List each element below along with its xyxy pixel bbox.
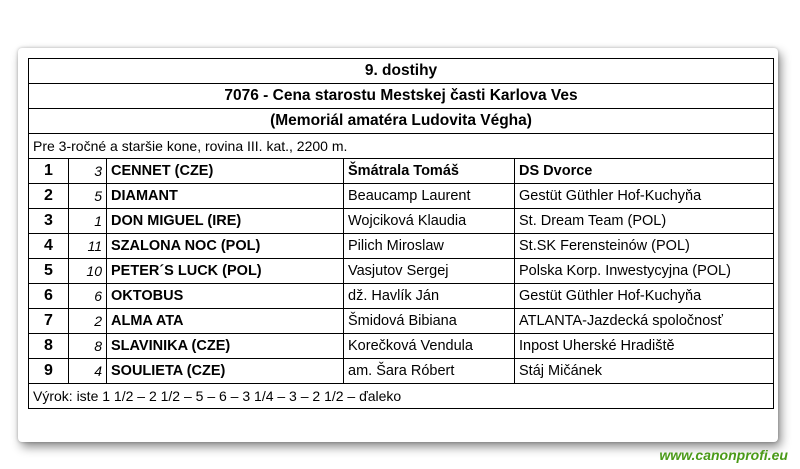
number-cell: 11	[69, 234, 107, 259]
result-row	[29, 334, 774, 359]
race-subtitle: (Memoriál amatéra Ludovita Végha)	[29, 109, 774, 134]
result-row	[29, 234, 774, 259]
race-title-row	[29, 84, 774, 109]
place-cell: 3	[29, 209, 69, 234]
place-cell: 8	[29, 334, 69, 359]
number-cell: 4	[69, 359, 107, 384]
race-subtitle-row	[29, 109, 774, 134]
place-cell: 7	[29, 309, 69, 334]
result-row	[29, 184, 774, 209]
number-cell: 3	[69, 159, 107, 184]
number-cell: 10	[69, 259, 107, 284]
jockey-cell: am. Šara Róbert	[344, 359, 515, 384]
horse-cell: OKTOBUS	[107, 284, 344, 309]
watermark: www.canonprofi.eu	[659, 447, 788, 463]
verdict: Výrok: iste 1 1/2 – 2 1/2 – 5 – 6 – 3 1/4 – 3 – 2 1/2 – ďaleko	[29, 384, 774, 409]
owner-cell: Inpost Uherské Hradiště	[515, 334, 774, 359]
jockey-cell: Pilich Miroslaw	[344, 234, 515, 259]
place-cell: 2	[29, 184, 69, 209]
place-cell: 5	[29, 259, 69, 284]
horse-cell: DIAMANT	[107, 184, 344, 209]
number-cell: 2	[69, 309, 107, 334]
horse-cell: DON MIGUEL (IRE)	[107, 209, 344, 234]
number-cell: 8	[69, 334, 107, 359]
number-cell: 1	[69, 209, 107, 234]
result-row	[29, 284, 774, 309]
jockey-cell: Šmidová Bibiana	[344, 309, 515, 334]
owner-cell: DS Dvorce	[515, 159, 774, 184]
owner-cell: St.SK Ferensteinów (POL)	[515, 234, 774, 259]
horse-cell: CENNET (CZE)	[107, 159, 344, 184]
horse-cell: PETER´S LUCK (POL)	[107, 259, 344, 284]
jockey-cell: Vasjutov Sergej	[344, 259, 515, 284]
race-results-table	[28, 58, 774, 409]
verdict-row	[29, 384, 774, 409]
race-conditions: Pre 3-ročné a staršie kone, rovina III. kat., 2200 m.	[29, 134, 774, 159]
horse-cell: SOULIETA (CZE)	[107, 359, 344, 384]
owner-cell: Stáj Mičánek	[515, 359, 774, 384]
race-heading: 9. dostihy	[29, 59, 774, 84]
horse-cell: SZALONA NOC (POL)	[107, 234, 344, 259]
owner-cell: Polska Korp. Inwestycyjna (POL)	[515, 259, 774, 284]
number-cell: 5	[69, 184, 107, 209]
race-conditions-row	[29, 134, 774, 159]
jockey-cell: Wojciková Klaudia	[344, 209, 515, 234]
owner-cell: Gestüt Güthler Hof-Kuchyňa	[515, 184, 774, 209]
jockey-cell: Korečková Vendula	[344, 334, 515, 359]
result-row	[29, 259, 774, 284]
race-title: 7076 - Cena starostu Mestskej časti Karlova Ves	[29, 84, 774, 109]
horse-cell: ALMA ATA	[107, 309, 344, 334]
jockey-cell: Šmátrala Tomáš	[344, 159, 515, 184]
jockey-cell: Beaucamp Laurent	[344, 184, 515, 209]
owner-cell: St. Dream Team (POL)	[515, 209, 774, 234]
owner-cell: Gestüt Güthler Hof-Kuchyňa	[515, 284, 774, 309]
place-cell: 4	[29, 234, 69, 259]
race-heading-row	[29, 59, 774, 84]
result-row	[29, 309, 774, 334]
result-row	[29, 159, 774, 184]
place-cell: 1	[29, 159, 69, 184]
jockey-cell: dž. Havlík Ján	[344, 284, 515, 309]
horse-cell: SLAVINIKA (CZE)	[107, 334, 344, 359]
place-cell: 6	[29, 284, 69, 309]
number-cell: 6	[69, 284, 107, 309]
result-row	[29, 209, 774, 234]
owner-cell: ATLANTA-Jazdecká spoločnosť	[515, 309, 774, 334]
place-cell: 9	[29, 359, 69, 384]
result-row	[29, 359, 774, 384]
